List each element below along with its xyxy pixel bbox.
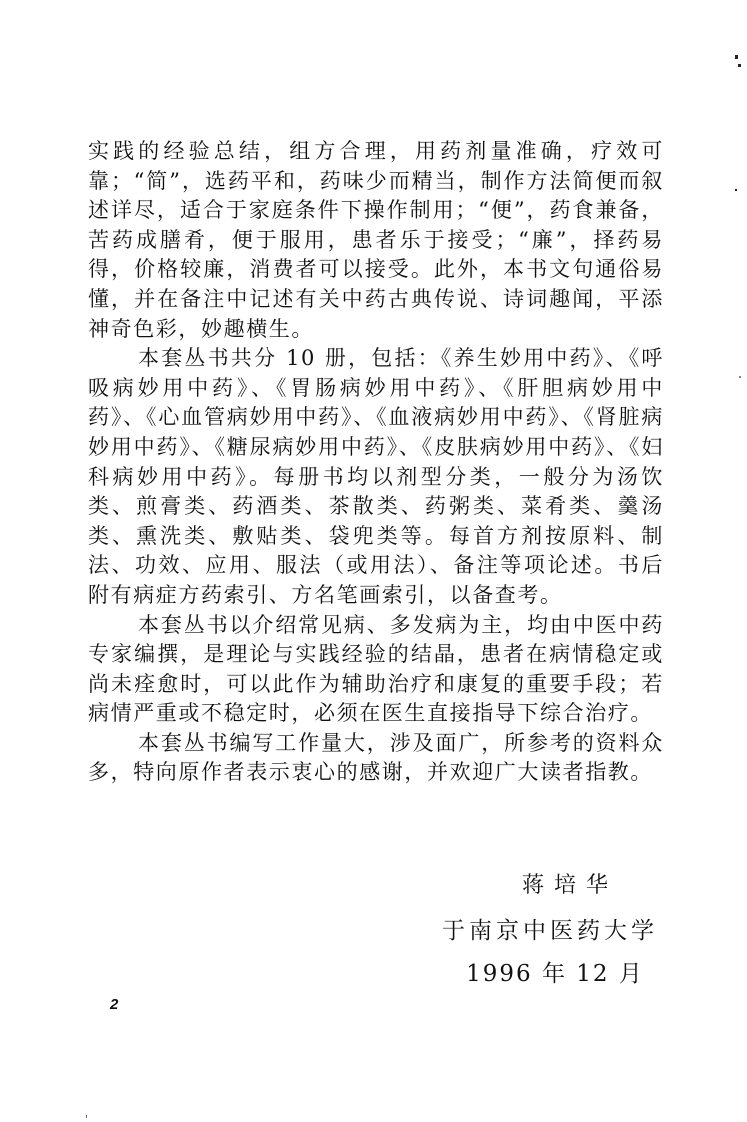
- body-text: [88, 137, 664, 788]
- signature-author: 蒋培华: [521, 873, 618, 898]
- page-number: 2: [110, 996, 119, 1013]
- scan-speck: [735, 189, 737, 191]
- signature-place: 于南京中医药大学: [442, 918, 658, 944]
- paragraph-2: 本套丛书共分 10 册，包括：《养生妙用中药》、《呼吸病妙用中药》、《胃肠病妙用中药》、《肝胆病妙用中药》、《心血管病妙用中药》、《血液病妙用中药》、《肾脏病妙用中药》、《糖尿病妙用中药》、《皮肤病妙用中药》、《妇科病妙用中药》。每册书均以剂型分类，一般分为汤饮类、煎膏类、药酒类、茶散类、药粥类、菜肴类、羹汤类、熏洗类、敷贴类、袋兜类等。每首方剂按原料、制法、功效、应用、服法（或用法）、备注等项论述。书后附有病症方药索引、方名笔画索引，以备查考。: [88, 346, 664, 607]
- paragraph-3: 本套丛书以介绍常见病、多发病为主，均由中医中药专家编撰，是理论与实践经验的结晶，患者在病情稳定或尚未痊愈时，可以此作为辅助治疗和康复的重要手段；若病情严重或不稳定时，必须在医生直接指导下综合治疗。: [88, 612, 664, 726]
- scan-speck: [86, 1115, 87, 1118]
- signature-date: 1996 年 12 月: [466, 961, 644, 987]
- paragraph-1: 实践的经验总结，组方合理，用药剂量准确，疗效可靠；“简”，选药平和，药味少而精当，制作方法简便而叙述详尽，适合于家庭条件下操作制用；“便”，药食兼备，苦药成膳肴，便于服用，患者乐于接受；“廉”，择药易得，价格较廉，消费者可以接受。此外，本书文句通俗易懂，并在备注中记述有关中药古典传说、诗词趣闻，平添神奇色彩，妙趣横生。: [88, 139, 664, 341]
- paragraph-4: 本套丛书编写工作量大，涉及面广，所参考的资料众多，特向原作者表示衷心的感谢，并欢迎广大读者指教。: [88, 730, 664, 785]
- scan-speck: [739, 376, 741, 378]
- scan-speck: [735, 55, 738, 59]
- scan-speck: [738, 64, 741, 67]
